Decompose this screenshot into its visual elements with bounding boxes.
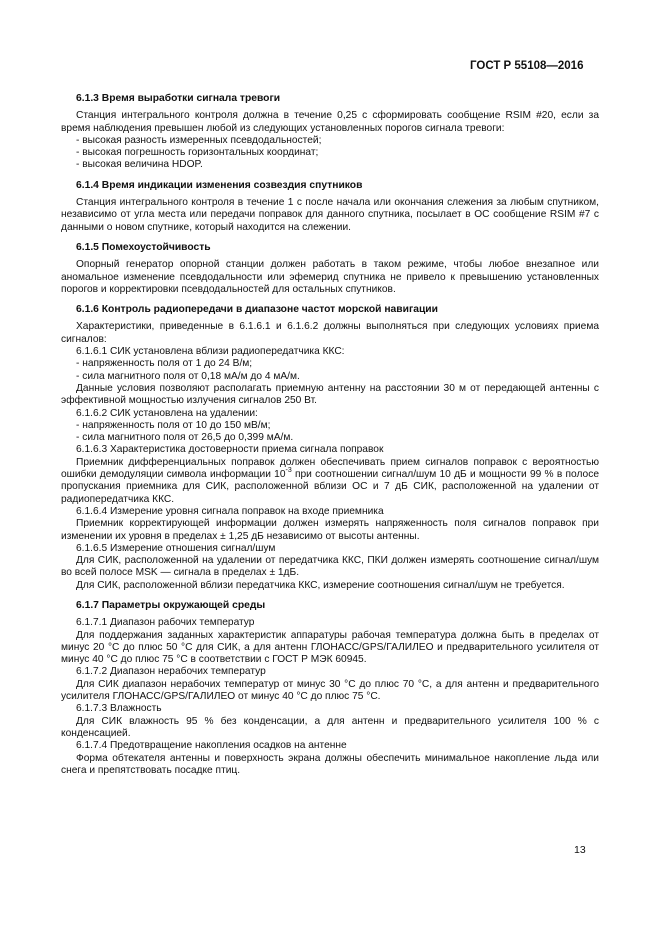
text-run: Приемник дифференциальных поправок должен обеспечивать прием сигналов поправок с вероятностью ошибки демодуляции символа информации 10 bbox=[61, 456, 599, 481]
list-item: - высокая погрешность горизонтальных координат; bbox=[76, 147, 319, 159]
subsection-title: 6.1.6.5 Измерение отношения сигнал/шум bbox=[76, 542, 276, 554]
subsection-title: 6.1.6.2 СИК установлена на удалении: bbox=[76, 407, 258, 419]
list-item: - высокая величина HDOP. bbox=[76, 159, 203, 171]
subsection-title: 6.1.7.1 Диапазон рабочих температур bbox=[76, 617, 255, 629]
subsection-title: 6.1.6.3 Характеристика достоверности приема сигнала поправок bbox=[76, 444, 384, 456]
subsection-title: 6.1.6.1 СИК установлена вблизи радиопередатчика ККС: bbox=[76, 346, 345, 358]
text-run: при соотношении сигнал/шум 10 дБ и мощности 99 % в полосе пропускания приемника для СИК, расположенной вблизи ОС и 7 дБ СИК, расположенной на удалении от радиопередатчика ККС. bbox=[61, 469, 599, 505]
document-id-header: ГОСТ Р 55108—2016 bbox=[470, 60, 584, 72]
paragraph: Станция интегрального контроля должна в течение 0,25 с сформировать сообщение RSIM #20, если за время наблюдения превышен любой из следующих установленных порогов сигнала тревоги: bbox=[61, 110, 599, 134]
list-item: - напряженность поля от 1 до 24 В/м; bbox=[76, 358, 253, 370]
section-heading-6-1-5: 6.1.5 Помехоустойчивость bbox=[76, 241, 211, 253]
paragraph: Для СИК, расположенной на удалении от передатчика ККС, ПКИ должен измерять соотношение сигнал/шум во всей полосе MSK — сигнала в пределах ± 1дБ. bbox=[61, 555, 599, 579]
paragraph: Для СИК диапазон нерабочих температур от минус 30 °С до плюс 70 °С, а для антенн и предварительного усилителя ГЛОНАСС/GPS/ГАЛИЛЕО от минус 40 °С до плюс 75 °С. bbox=[61, 678, 599, 703]
list-item: - напряженность поля от 10 до 150 мВ/м; bbox=[76, 419, 271, 431]
paragraph: Характеристики, приведенные в 6.1.6.1 и 6.1.6.2 должны выполняться при следующих условиях приема сигналов: bbox=[61, 321, 599, 345]
paragraph: Для СИК, расположенной вблизи передатчика ККС, измерение соотношения сигнал/шум не требуется. bbox=[76, 579, 565, 591]
list-item: - сила магнитного поля от 26,5 до 0,399 мА/м. bbox=[76, 432, 294, 444]
list-item: - сила магнитного поля от 0,18 мА/м до 4 мА/м. bbox=[76, 370, 300, 382]
subsection-title: 6.1.6.4 Измерение уровня сигнала поправок на входе приемника bbox=[76, 505, 384, 517]
paragraph: Для СИК влажность 95 % без конденсации, а для антенн и предварительного усилителя 100 % с конденсацией. bbox=[61, 715, 599, 739]
superscript-exponent: -3 bbox=[285, 467, 292, 475]
subsection-title: 6.1.7.3 Влажность bbox=[76, 703, 162, 715]
subsection-title: 6.1.7.4 Предотвращение накопления осадков на антенне bbox=[76, 740, 347, 752]
paragraph bbox=[61, 457, 599, 506]
paragraph: Данные условия позволяют располагать приемную антенну на расстоянии 30 м от передающей антенны с эффективной мощностью излучения сигналов 250 Вт. bbox=[61, 382, 599, 407]
paragraph: Приемник корректирующей информации должен измерять напряженность поля сигналов поправок при изменении их уровня в пределах ± 1,25 дБ независимо от высоты антенны. bbox=[61, 518, 599, 542]
section-heading-6-1-7: 6.1.7 Параметры окружающей среды bbox=[76, 599, 266, 611]
paragraph: Станция интегрального контроля в течение 1 с после начала или окончания слежения за любым спутником, независимо от угла места или передачи поправок для данного спутника, посылает в ОС сообщение RSIM #7 с данными о новом спутнике, который находится на слежении. bbox=[61, 197, 599, 233]
list-item: - высокая разность измеренных псевдодальностей; bbox=[76, 134, 322, 146]
paragraph: Форма обтекателя антенны и поверхность экрана должны обеспечить минимальное накопление льда или снега и препятствовать посадке птиц. bbox=[61, 752, 599, 776]
section-heading-6-1-4: 6.1.4 Время индикации изменения созвездия спутников bbox=[76, 179, 363, 191]
paragraph: Опорный генератор опорной станции должен работать в таком режиме, чтобы любое внезапное или аномальное изменение псевдодальности или эфемерид спутника не привело к превышению установленных порогов и корректировки псевдодальностей для остальных спутников. bbox=[61, 259, 599, 295]
section-heading-6-1-3: 6.1.3 Время выработки сигнала тревоги bbox=[76, 93, 281, 104]
document-body bbox=[61, 86, 599, 777]
subsection-title: 6.1.7.2 Диапазон нерабочих температур bbox=[76, 666, 266, 678]
section-heading-6-1-6: 6.1.6 Контроль радиопередачи в диапазоне частот морской навигации bbox=[76, 304, 438, 316]
page-number: 13 bbox=[574, 844, 586, 856]
paragraph: Для поддержания заданных характеристик аппаратуры рабочая температура должна быть в пределах от минус 20 °С до плюс 50 °С для СИК, а для антенн ГЛОНАСС/GPS/ГАЛИЛЕО и предварительного усилителя от минус 40 °С до плюс 75 °С в соответствии с ГОСТ Р МЭК 60945. bbox=[61, 629, 599, 666]
